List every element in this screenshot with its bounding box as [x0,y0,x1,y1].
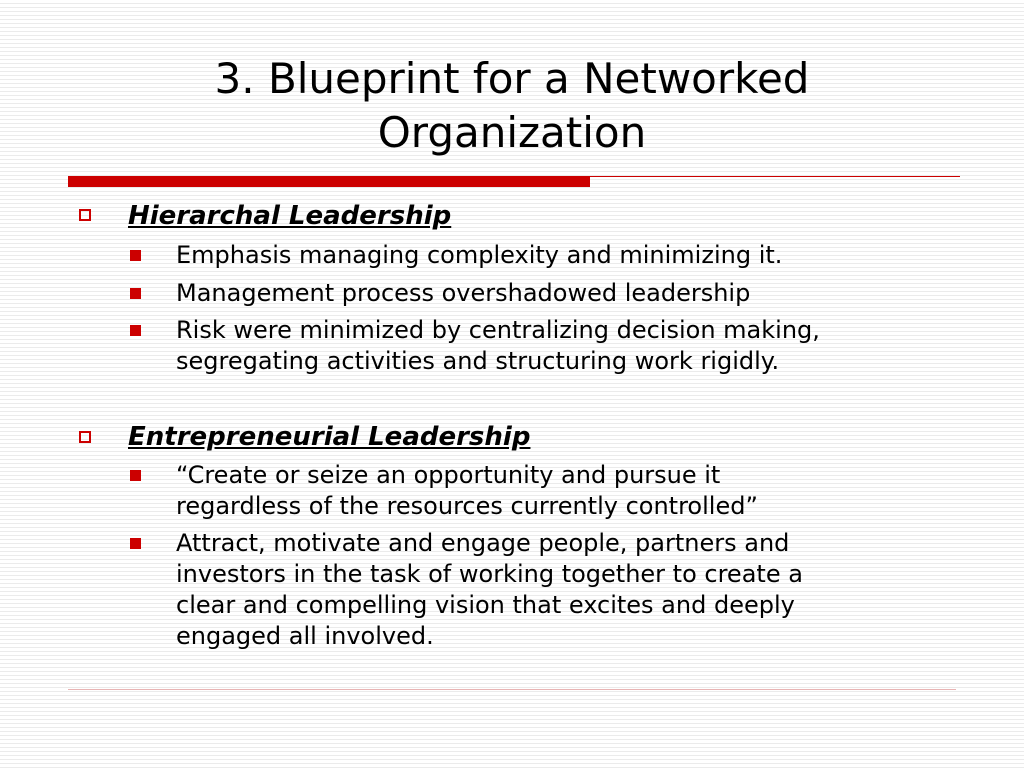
bullet-item-multiline [176,528,956,652]
filled-square-bullet-icon [130,288,141,299]
slide-title [68,52,956,160]
title-divider-thick [68,176,590,187]
bullet-item: Emphasis managing complexity and minimizing it. [176,241,783,269]
bullet-item-multiline [176,315,956,377]
title-divider-thin [590,176,960,177]
bullet-item-line: segregating activities and structuring work rigidly. [176,347,780,375]
filled-square-bullet-icon [130,250,141,261]
footer-divider [68,689,956,690]
slide-title-line-1: 3. Blueprint for a Networked [214,54,810,103]
bullet-item-line: Attract, motivate and engage people, partners and [176,529,790,557]
bullet-item-line: clear and compelling vision that excites and deeply [176,591,795,619]
filled-square-bullet-icon [130,325,141,336]
hollow-square-bullet-icon [79,431,91,443]
bullet-item-line: engaged all involved. [176,622,434,650]
section-heading-entrepreneurial: Entrepreneurial Leadership [128,422,531,452]
bullet-item-line: “Create or seize an opportunity and pursue it [176,461,721,489]
filled-square-bullet-icon [130,538,141,549]
section-heading-hierarchal: Hierarchal Leadership [128,201,452,231]
bullet-item: Management process overshadowed leadership [176,279,751,307]
bullet-item-line: regardless of the resources currently controlled” [176,492,758,520]
slide-title-line-2: Organization [377,108,647,157]
hollow-square-bullet-icon [79,209,91,221]
bullet-item-line: Risk were minimized by centralizing decision making, [176,316,820,344]
bullet-item-multiline [176,460,956,522]
bullet-item-line: investors in the task of working together to create a [176,560,803,588]
filled-square-bullet-icon [130,470,141,481]
